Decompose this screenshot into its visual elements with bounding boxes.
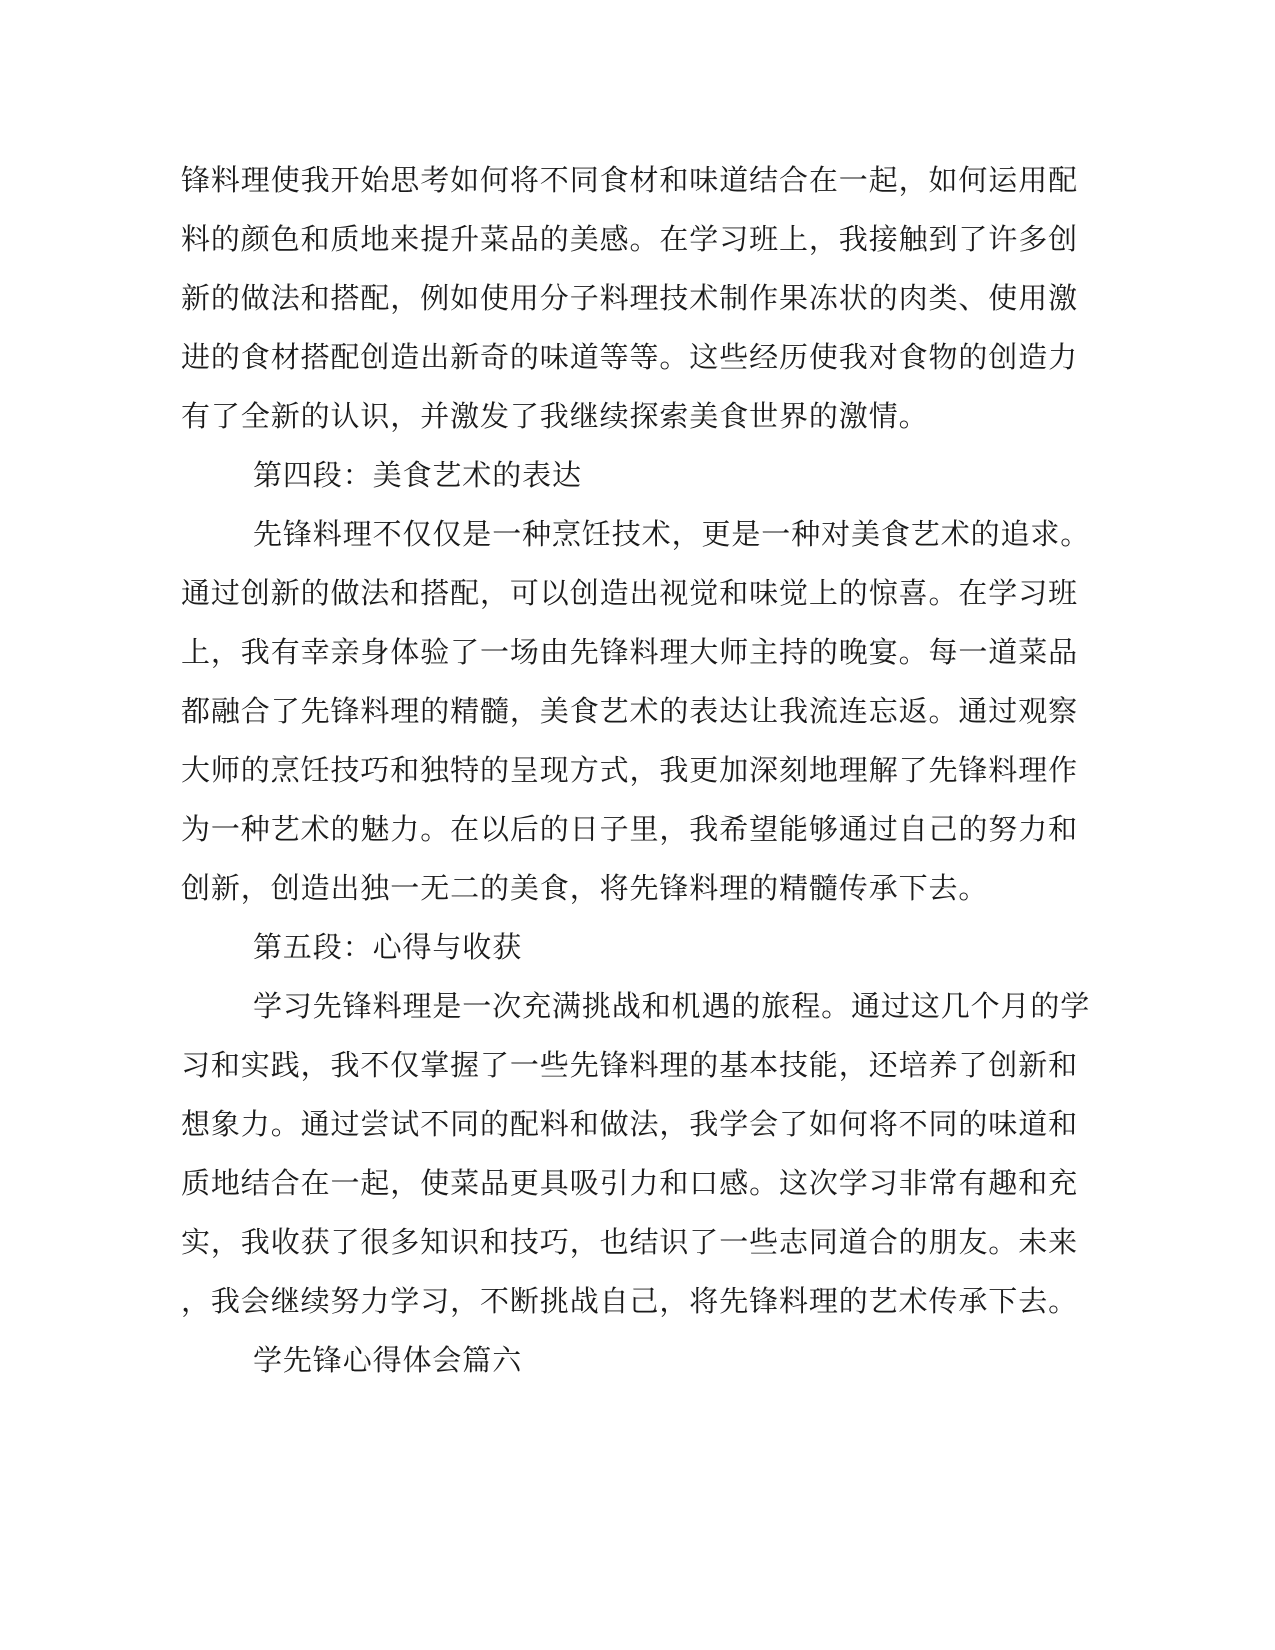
paragraph-3-line-5: 有了全新的认识，并激发了我继续探索美食世界的激情。 [181, 399, 929, 433]
paragraph-5-line-2: 习和实践，我不仅掌握了一些先锋料理的基本技能，还培养了创新和 [181, 1048, 1079, 1082]
paragraph-5-line-3: 想象力。通过尝试不同的配料和做法，我学会了如何将不同的味道和 [181, 1107, 1079, 1141]
paragraph-3-line-1: 锋料理使我开始思考如何将不同食材和味道结合在一起，如何运用配 [181, 163, 1079, 197]
paragraph-5-line-4: 质地结合在一起，使菜品更具吸引力和口感。这次学习非常有趣和充 [181, 1166, 1079, 1200]
paragraph-4-line-6: 为一种艺术的魅力。在以后的日子里，我希望能够通过自己的努力和 [181, 812, 1079, 846]
paragraph-4-line-4: 都融合了先锋料理的精髓，美食艺术的表达让我流连忘返。通过观察 [181, 694, 1079, 728]
paragraph-5-line-6: ，我会继续努力学习，不断挑战自己，将先锋料理的艺术传承下去。 [181, 1284, 1079, 1318]
paragraph-3-line-3: 新的做法和搭配，例如使用分子料理技术制作果冻状的肉类、使用激 [181, 281, 1079, 315]
paragraph-3-line-2: 料的颜色和质地来提升菜品的美感。在学习班上，我接触到了许多创 [181, 222, 1079, 256]
paragraph-4-line-1: 先锋料理不仅仅是一种烹饪技术，更是一种对美食艺术的追求。 [253, 517, 1091, 551]
section-6-title: 学先锋心得体会篇六 [253, 1343, 523, 1377]
section-4-heading: 第四段：美食艺术的表达 [253, 458, 582, 492]
paragraph-4-line-5: 大师的烹饪技巧和独特的呈现方式，我更加深刻地理解了先锋料理作 [181, 753, 1079, 787]
paragraph-3-line-4: 进的食材搭配创造出新奇的味道等等。这些经历使我对食物的创造力 [181, 340, 1079, 374]
paragraph-4-line-2: 通过创新的做法和搭配，可以创造出视觉和味觉上的惊喜。在学习班 [181, 576, 1079, 610]
paragraph-5-line-1: 学习先锋料理是一次充满挑战和机遇的旅程。通过这几个月的学 [253, 989, 1091, 1023]
paragraph-4-line-3: 上，我有幸亲身体验了一场由先锋料理大师主持的晚宴。每一道菜品 [181, 635, 1079, 669]
paragraph-5-line-5: 实，我收获了很多知识和技巧，也结识了一些志同道合的朋友。未来 [181, 1225, 1079, 1259]
section-5-heading: 第五段：心得与收获 [253, 930, 523, 964]
paragraph-4-line-7: 创新，创造出独一无二的美食，将先锋料理的精髓传承下去。 [181, 871, 989, 905]
